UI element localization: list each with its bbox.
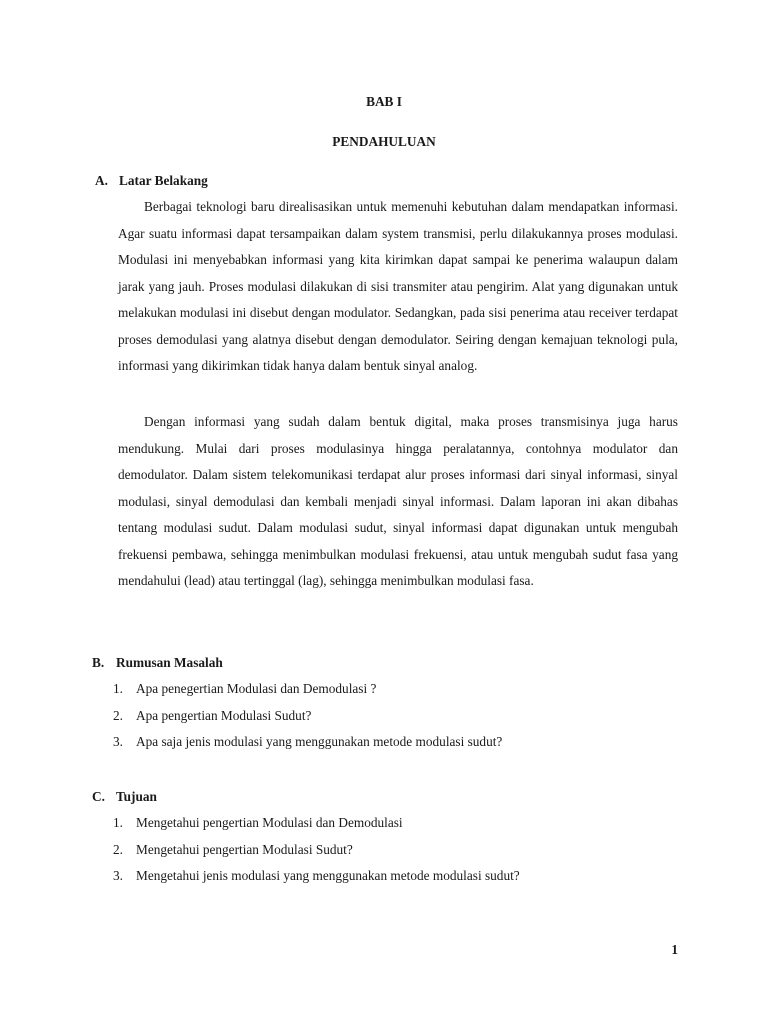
list-item-text: Mengetahui pengertian Modulasi Sudut? (136, 841, 353, 857)
section-a-heading (95, 173, 208, 189)
list-item-text: Apa penegertian Modulasi dan Demodulasi ? (136, 681, 377, 696)
list-item-text: Mengetahui jenis modulasi yang menggunakan metode modulasi sudut? (136, 868, 520, 883)
list-item-text: Apa saja jenis modulasi yang menggunakan metode modulasi sudut? (136, 734, 503, 749)
list-item-number: 2. (113, 707, 123, 723)
chapter-title: BAB I (366, 94, 402, 109)
section-b-list (113, 676, 673, 756)
list-item-text: Apa pengertian Modulasi Sudut? (136, 707, 312, 723)
list-item (113, 863, 673, 890)
section-a-title: Latar Belakang (119, 173, 208, 188)
section-b-title: Rumusan Masalah (116, 655, 223, 670)
chapter-subtitle: PENDAHULUAN (332, 134, 436, 149)
section-b-letter: B. (92, 655, 105, 670)
list-item (113, 703, 673, 730)
list-item-number: 1. (113, 815, 123, 830)
section-b-heading (92, 655, 223, 671)
list-item-text: Mengetahui pengertian Modulasi dan Demodulasi (136, 815, 403, 830)
list-item-number: 2. (113, 841, 123, 857)
section-a-paragraph-2: Dengan informasi yang sudah dalam bentuk digital, maka proses transmisinya juga harus mendukung. Mulai dari proses modulasinya hingga peralatannya, contohnya modulator dan demodulator. Dalam sistem telekomunikasi terdapat alur proses informasi dari sinyal informasi, sinyal modulasi, sinyal demodulasi dan kembali menjadi sinyal informasi. Dalam laporan ini akan dibahas tentang modulasi sudut. Dalam modulasi sudut, sinyal informasi dapat digunakan untuk mengubah frekuensi pembawa, sehingga menimbulkan modulasi frekuensi, atau untuk mengubah sudut fasa yang mendahului (lead) atau tertinggal (lag), sehingga menimbulkan modulasi fasa. (118, 414, 678, 588)
section-c-list (113, 810, 673, 890)
list-item (113, 676, 673, 703)
list-item (113, 729, 673, 756)
list-item-number: 3. (113, 734, 123, 749)
list-item-number: 3. (113, 868, 123, 883)
list-item (113, 810, 673, 837)
section-c-letter: C. (92, 789, 105, 804)
section-c-title: Tujuan (116, 789, 157, 804)
section-c-heading (92, 789, 157, 805)
list-item-number: 1. (113, 681, 123, 696)
section-a-paragraph-1: Berbagai teknologi baru direalisasikan untuk memenuhi kebutuhan dalam mendapatkan informasi. Agar suatu informasi dapat tersampaikan dalam system transmisi, perlu dilakukannya proses modulasi. Modulasi ini menyebabkan informasi yang kita kirimkan dapat sampai ke penerima walaupun dalam jarak yang jauh. Proses modulasi dilakukan di sisi transmiter atau pengirim. Alat yang digunakan untuk melakukan modulasi ini disebut dengan modulator. Sedangkan, pada sisi penerima atau receiver terdapat proses demodulasi yang alatnya disebut dengan demodulator. Seiring dengan kemajuan teknologi pula, informasi yang dikirimkan tidak hanya dalam bentuk sinyal analog. (118, 199, 678, 373)
list-item (113, 837, 673, 864)
section-a-letter: A. (95, 173, 108, 188)
page-number: 1 (671, 942, 678, 957)
